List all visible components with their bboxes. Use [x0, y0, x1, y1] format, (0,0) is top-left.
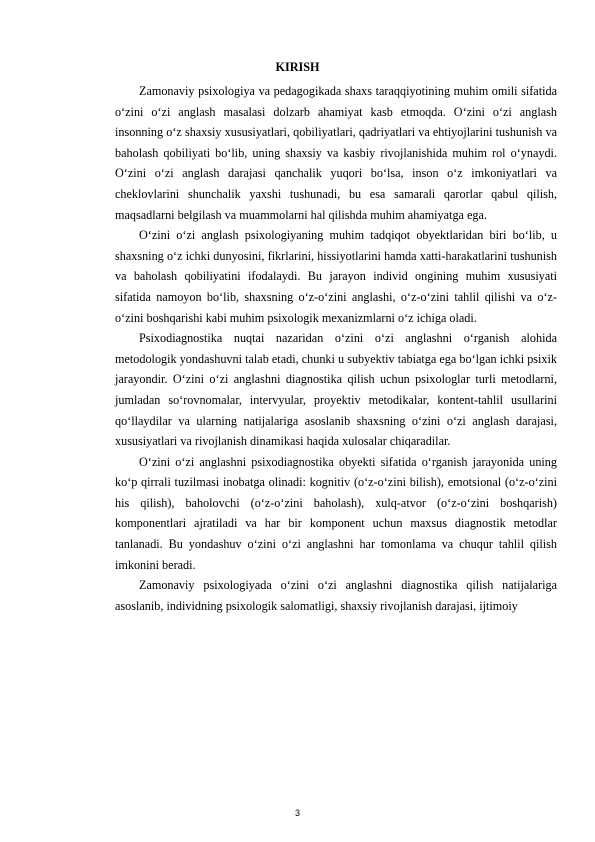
paragraph-4: O‘zini o‘zi anglashni psixodiagnostika obyekti sifatida o‘rganish jarayonida uning ko‘p qirrali tuzilmasi inobatga olinadi: kognitiv (o‘z-o‘zini bilish), emotsional (o‘z-o‘zini his qilish), baholovchi (o‘z-o‘zini baholash), xulq-atvor (o‘z-o‘zini boshqarish) komponentlari ajratiladi va har bir komponent uchun maxsus diagnostik metodlar tanlanadi. Bu yondashuv o‘zini o‘zi anglashni har tomonlama va chuqur tahlil qilish imkonini beradi. [115, 454, 557, 572]
paragraph-5: Zamonaviy psixologiyada o‘zini o‘zi anglashni diagnostika qilish natijalariga asoslanib, individning psixologik salomatligi, shaxsiy rivojlanish darajasi, ijtimoiy [115, 578, 557, 613]
paragraph-2: O‘zini o‘zi anglash psixologiyaning muhim tadqiqot obyektlaridan biri bo‘lib, u shaxsning o‘z ichki dunyosini, fikrlarini, hissiyotlarini hamda xatti-harakatlarini tushunish va baholash qobiliyatini ifodalaydi. Bu jarayon individ ongining muhim xususiyati sifatida namoyon bo‘lib, shaxsning o‘z-o‘zini anglashi, o‘z-o‘zini tahlil qilishi va o‘z-o‘zini boshqarishi kabi muhim psixologik mexanizmlarni o‘z ichiga oladi. [115, 228, 557, 325]
body-text [115, 81, 557, 616]
paragraph-3: Psixodiagnostika nuqtai nazaridan o‘zini o‘zi anglashni o‘rganish alohida metodologik yondashuvni talab etadi, chunki u subyektiv tabiatga ega bo‘lgan ichki psixik jarayondir. O‘zini o‘zi anglashni diagnostika qilish uchun psixologlar turli metodlarni, jumladan so‘rovnomalar, intervyular, proyektiv metodikalar, kontent-tahlil usullarini qo‘llaydilar va ularning natijalariga asoslanib shaxsning o‘zini o‘zi anglash darajasi, xususiyatlari va rivojlanish dinamikasi haqida xulosalar chiqaradilar. [115, 331, 557, 449]
section-title: KIRISH [275, 60, 320, 74]
paragraph-1: Zamonaviy psixologiya va pedagogikada shaxs taraqqiyotining muhim omili sifatida o‘zini o‘zi anglash masalasi dolzarb ahamiyat kasb etmoqda. O‘zini o‘zi anglash insonning o‘z shaxsiy xususiyatlari, qobiliyatlari, qadriyatlari va ehtiyojlarini tushunish va baholash qobiliyati bo‘lib, uning shaxsiy va kasbiy rivojlanishida muhim rol o‘ynaydi. O‘zini o‘zi anglash darajasi qanchalik yuqori bo‘lsa, inson o‘z imkoniyatlari va cheklovlarini shunchalik yaxshi tushunadi, bu esa samarali qarorlar qabul qilish, maqsadlarni belgilash va muammolarni hal qilishda muhim ahamiyatga ega. [115, 84, 557, 222]
page-number: 3 [294, 808, 300, 818]
